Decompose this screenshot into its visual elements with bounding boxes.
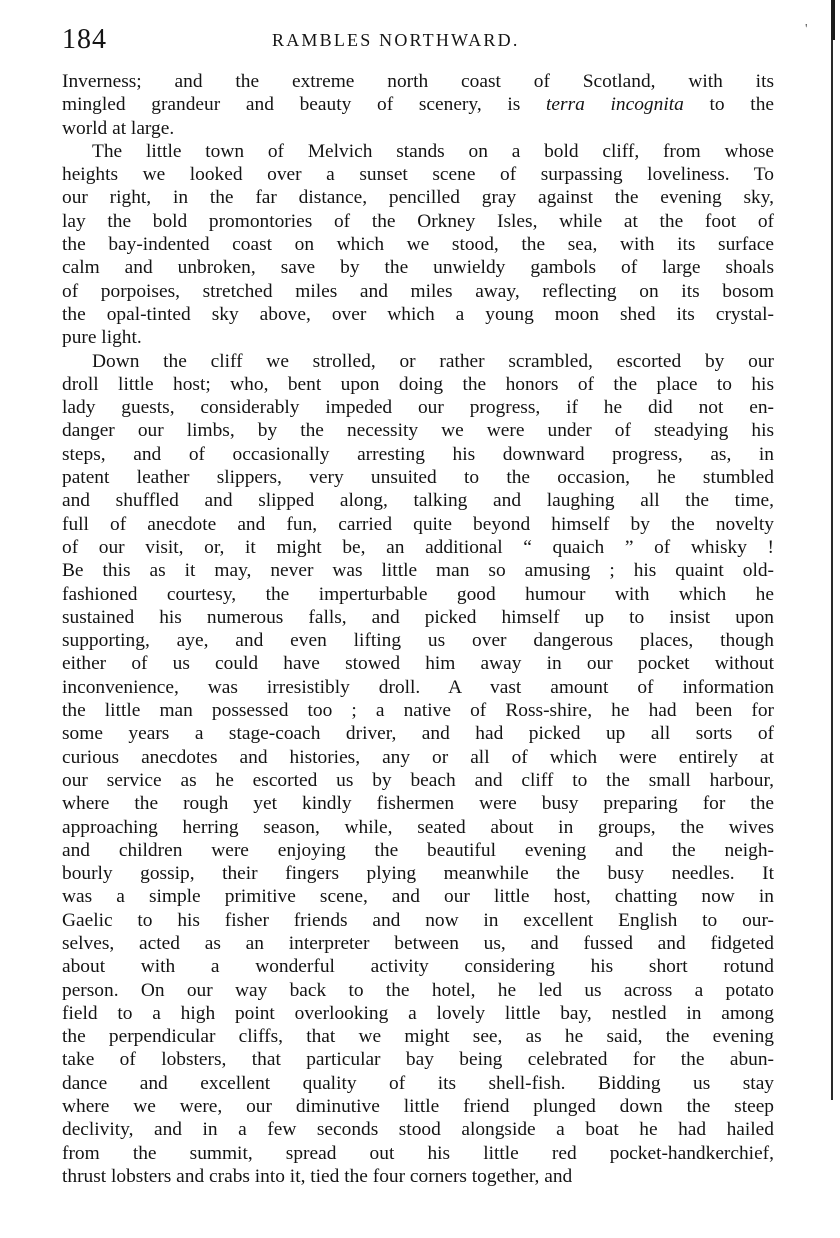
text-line: of our visit, or, it might be, an additional “ quaich ” of whisky !	[62, 536, 774, 558]
page-edge-rule-thin	[831, 40, 833, 1100]
text-line: declivity, and in a few seconds stood alongside a boat he had hailed	[62, 1119, 774, 1141]
text-line: dance and excellent quality of its shell-fish. Bidding us stay	[62, 1072, 774, 1094]
text-line: lady guests, considerably impeded our progress, if he did not en-	[62, 397, 774, 419]
page-number: 184	[62, 24, 107, 55]
text-line: world at large.	[62, 117, 175, 139]
text-line: calm and unbroken, save by the unwieldy gambols of large shoals	[62, 257, 774, 279]
text-line: Down the cliff we strolled, or rather scrambled, escorted by our	[92, 350, 774, 372]
text-line: the perpendicular cliffs, that we might see, as he said, the evening	[62, 1026, 774, 1048]
text-line: the little man possessed too ; a native of Ross-shire, he had been for	[62, 700, 774, 722]
text-line: where we were, our diminutive little friend plunged down the steep	[62, 1096, 774, 1118]
text-line: thrust lobsters and crabs into it, tied the four corners together, and	[62, 1165, 573, 1187]
text-line: where the rough yet kindly fishermen were busy preparing for the	[62, 793, 774, 815]
corner-mark: '	[805, 22, 808, 37]
text-line: curious anecdotes and histories, any or all of which were entirely at	[62, 746, 774, 768]
text-line: our right, in the far distance, pencilled gray against the evening sky,	[62, 187, 774, 209]
italic-phrase: terra incognita	[546, 94, 684, 116]
text-line: heights we looked over a sunset scene of surpassing loveliness. To	[62, 164, 774, 186]
text-line: sustained his numerous falls, and picked himself up to insist upon	[62, 606, 774, 628]
text-line: The little town of Melvich stands on a bold cliff, from whose	[92, 140, 774, 162]
text-line: mingled grandeur and beauty of scenery, is terra incognita to the	[62, 94, 775, 116]
running-head: RAMBLES NORTHWARD.	[272, 30, 520, 50]
text-line: patent leather slippers, very unsuited to the occasion, he stumbled	[62, 467, 774, 489]
text-line: of porpoises, stretched miles and miles away, reflecting on its bosom	[62, 280, 774, 302]
text-line: from the summit, spread out his little red pocket-handkerchief,	[62, 1142, 774, 1164]
text-line: lay the bold promontories of the Orkney Isles, while at the foot of	[62, 210, 774, 232]
text-line: fashioned courtesy, the imperturbable good humour with which he	[62, 583, 774, 605]
text-line: the bay-indented coast on which we stood, the sea, with its surface	[62, 234, 774, 256]
text-line: pure light.	[62, 327, 142, 349]
text-line: droll little host; who, bent upon doing the honors of the place to his	[62, 373, 774, 395]
text-line: steps, and of occasionally arresting his downward progress, as, in	[62, 443, 774, 465]
text-line: was a simple primitive scene, and our little host, chatting now in	[62, 886, 774, 908]
text-line: Inverness; and the extreme north coast of Scotland, with its	[62, 71, 774, 92]
page-edge-rule	[831, 0, 835, 40]
text-line: and children were enjoying the beautiful evening and the neigh-	[62, 839, 774, 861]
page-header	[62, 20, 808, 60]
text-line: our service as he escorted us by beach and cliff to the small harbour,	[62, 769, 774, 791]
text-line: and shuffled and slipped along, talking and laughing all the time,	[62, 490, 774, 512]
body-text	[62, 70, 774, 1188]
text-line: full of anecdote and fun, carried quite beyond himself by the novelty	[62, 513, 774, 535]
text-line: danger our limbs, by the necessity we were under of steadying his	[62, 420, 774, 442]
text-line: take of lobsters, that particular bay being celebrated for the abun-	[62, 1049, 774, 1071]
text-line: the opal-tinted sky above, over which a young moon shed its crystal-	[62, 303, 774, 325]
text-line: some years a stage-coach driver, and had picked up all sorts of	[62, 723, 774, 745]
text-line: Be this as it may, never was little man so amusing ; his quaint old-	[62, 560, 774, 582]
text-line: approaching herring season, while, seated about in groups, the wives	[62, 816, 774, 838]
text-line: either of us could have stowed him away in our pocket without	[62, 653, 774, 675]
text-line: supporting, aye, and even lifting us over dangerous places, though	[62, 630, 774, 652]
text-line: selves, acted as an interpreter between us, and fussed and fidgeted	[62, 932, 774, 954]
text-line: bourly gossip, their fingers plying meanwhile the busy needles. It	[62, 863, 774, 885]
text-line: about with a wonderful activity considering his short rotund	[62, 956, 774, 978]
text-line: person. On our way back to the hotel, he led us across a potato	[62, 979, 774, 1001]
text-line: field to a high point overlooking a lovely little bay, nestled in among	[62, 1002, 774, 1024]
text-line: inconvenience, was irresistibly droll. A vast amount of information	[62, 676, 774, 698]
text-line: Gaelic to his fisher friends and now in excellent English to our-	[62, 909, 774, 931]
